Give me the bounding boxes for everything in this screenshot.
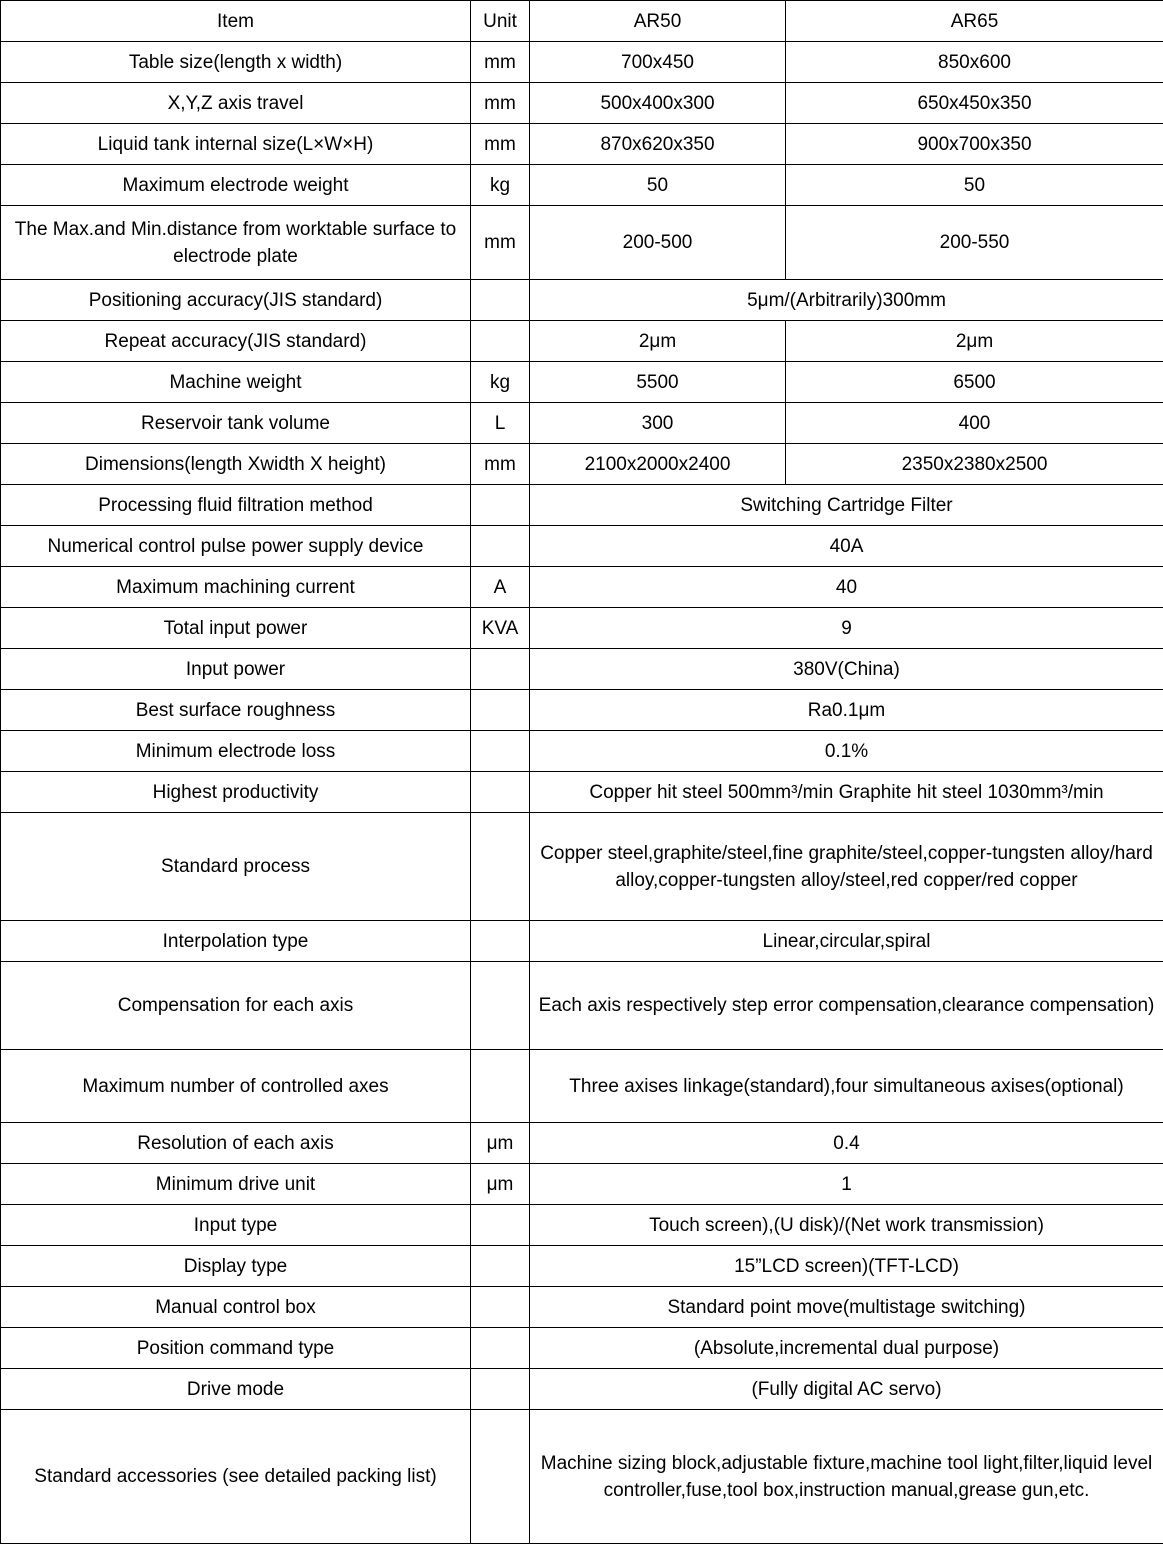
unit-cell: kg [471,165,530,206]
table-row [1,206,1163,280]
table-row [1,690,1163,731]
item-cell: Manual control box [1,1287,471,1328]
ar65-cell: 200-550 [786,206,1163,280]
unit-cell [471,813,530,921]
value-cell: 0.1% [530,731,1163,772]
table-row [1,42,1163,83]
table-row [1,962,1163,1050]
unit-cell [471,1369,530,1410]
value-cell: Ra0.1μm [530,690,1163,731]
ar65-cell: 850x600 [786,42,1163,83]
unit-cell [471,1246,530,1287]
unit-cell: mm [471,124,530,165]
header-item: Item [1,1,471,42]
value-cell: Touch screen),(U disk)/(Net work transmission) [530,1205,1163,1246]
ar50-cell: 2μm [530,321,786,362]
unit-cell [471,526,530,567]
value-cell: Three axises linkage(standard),four simultaneous axises(optional) [530,1050,1163,1123]
ar50-cell: 200-500 [530,206,786,280]
table-row [1,124,1163,165]
table-row [1,1050,1163,1123]
unit-cell: mm [471,42,530,83]
item-cell: Maximum electrode weight [1,165,471,206]
header-ar65: AR65 [786,1,1163,42]
value-cell: Each axis respectively step error compensation,clearance compensation) [530,962,1163,1050]
value-cell: 40A [530,526,1163,567]
value-cell: 0.4 [530,1123,1163,1164]
item-cell: Best surface roughness [1,690,471,731]
unit-cell [471,772,530,813]
unit-cell [471,921,530,962]
item-cell: Standard accessories (see detailed packing list) [1,1410,471,1544]
table-row [1,321,1163,362]
table-row [1,813,1163,921]
item-cell: Repeat accuracy(JIS standard) [1,321,471,362]
table-row [1,1369,1163,1410]
item-cell: Positioning accuracy(JIS standard) [1,280,471,321]
item-cell: Total input power [1,608,471,649]
ar65-cell: 400 [786,403,1163,444]
unit-cell [471,280,530,321]
item-cell: Maximum machining current [1,567,471,608]
unit-cell [471,962,530,1050]
unit-cell [471,1205,530,1246]
value-cell: 1 [530,1164,1163,1205]
table-row [1,1287,1163,1328]
unit-cell [471,485,530,526]
unit-cell: A [471,567,530,608]
item-cell: Reservoir tank volume [1,403,471,444]
unit-cell: μm [471,1123,530,1164]
header-unit: Unit [471,1,530,42]
table-row [1,1123,1163,1164]
item-cell: Minimum electrode loss [1,731,471,772]
table-row [1,1328,1163,1369]
ar65-cell: 6500 [786,362,1163,403]
value-cell: 15”LCD screen)(TFT-LCD) [530,1246,1163,1287]
item-cell: Maximum number of controlled axes [1,1050,471,1123]
unit-cell: L [471,403,530,444]
unit-cell [471,1050,530,1123]
table-row [1,1410,1163,1544]
item-cell: Compensation for each axis [1,962,471,1050]
item-cell: Interpolation type [1,921,471,962]
ar50-cell: 700x450 [530,42,786,83]
table-row [1,444,1163,485]
ar50-cell: 300 [530,403,786,444]
unit-cell [471,731,530,772]
header-row [1,1,1163,42]
table-row [1,567,1163,608]
item-cell: Drive mode [1,1369,471,1410]
unit-cell [471,690,530,731]
ar65-cell: 50 [786,165,1163,206]
item-cell: Display type [1,1246,471,1287]
unit-cell: mm [471,206,530,280]
value-cell: Standard point move(multistage switching) [530,1287,1163,1328]
unit-cell [471,1287,530,1328]
ar50-cell: 50 [530,165,786,206]
table-row [1,608,1163,649]
value-cell: Machine sizing block,adjustable fixture,machine tool light,filter,liquid level controller,fuse,tool box,instruction manual,grease gun,etc. [530,1410,1163,1544]
item-cell: Processing fluid filtration method [1,485,471,526]
table-row [1,731,1163,772]
header-ar50: AR50 [530,1,786,42]
ar50-cell: 2100x2000x2400 [530,444,786,485]
table-row [1,1164,1163,1205]
item-cell: Liquid tank internal size(L×W×H) [1,124,471,165]
value-cell: (Fully digital AC servo) [530,1369,1163,1410]
value-cell: Linear,circular,spiral [530,921,1163,962]
unit-cell [471,321,530,362]
value-cell: Copper hit steel 500mm³/min Graphite hit steel 1030mm³/min [530,772,1163,813]
unit-cell: KVA [471,608,530,649]
table-row [1,649,1163,690]
unit-cell [471,1410,530,1544]
item-cell: Machine weight [1,362,471,403]
ar50-cell: 5500 [530,362,786,403]
item-cell: Highest productivity [1,772,471,813]
value-cell: 5μm/(Arbitrarily)300mm [530,280,1163,321]
table-row [1,1246,1163,1287]
item-cell: Table size(length x width) [1,42,471,83]
item-cell: Dimensions(length Xwidth X height) [1,444,471,485]
unit-cell: mm [471,444,530,485]
ar65-cell: 900x700x350 [786,124,1163,165]
item-cell: X,Y,Z axis travel [1,83,471,124]
value-cell: Switching Cartridge Filter [530,485,1163,526]
ar65-cell: 2350x2380x2500 [786,444,1163,485]
table-row [1,362,1163,403]
value-cell: (Absolute,incremental dual purpose) [530,1328,1163,1369]
unit-cell [471,649,530,690]
table-row [1,83,1163,124]
table-row [1,1205,1163,1246]
ar50-cell: 870x620x350 [530,124,786,165]
unit-cell: μm [471,1164,530,1205]
value-cell: 380V(China) [530,649,1163,690]
unit-cell [471,1328,530,1369]
table-row [1,772,1163,813]
item-cell: Input type [1,1205,471,1246]
item-cell: Numerical control pulse power supply device [1,526,471,567]
item-cell: Position command type [1,1328,471,1369]
value-cell: 9 [530,608,1163,649]
table-row [1,485,1163,526]
unit-cell: kg [471,362,530,403]
item-cell: Resolution of each axis [1,1123,471,1164]
unit-cell: mm [471,83,530,124]
table-row [1,165,1163,206]
value-cell: 40 [530,567,1163,608]
item-cell: Standard process [1,813,471,921]
table-row [1,280,1163,321]
table-row [1,526,1163,567]
ar65-cell: 650x450x350 [786,83,1163,124]
table-row [1,403,1163,444]
ar50-cell: 500x400x300 [530,83,786,124]
ar65-cell: 2μm [786,321,1163,362]
value-cell: Copper steel,graphite/steel,fine graphite/steel,copper-tungsten alloy/hard alloy,copper-tungsten alloy/steel,red copper/red copper [530,813,1163,921]
table-row [1,921,1163,962]
item-cell: Minimum drive unit [1,1164,471,1205]
item-cell: Input power [1,649,471,690]
item-cell: The Max.and Min.distance from worktable surface to electrode plate [1,206,471,280]
